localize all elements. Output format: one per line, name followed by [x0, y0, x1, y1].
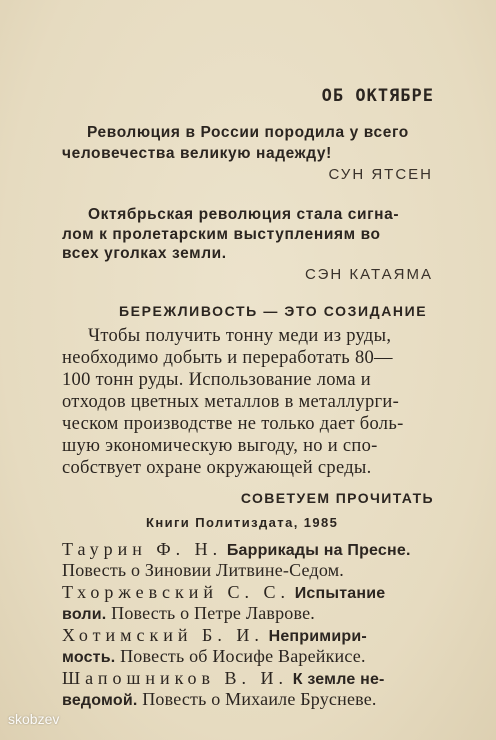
book-subtitle: Повесть об Иосифе Варейкисе. [120, 646, 366, 666]
book-title: Испытание [294, 585, 386, 602]
book-entry-line [62, 646, 366, 667]
quote-line: Революция в России породила у всего [87, 124, 409, 141]
paragraph-line: необходимо добыть и переработать 80— [62, 348, 393, 368]
book-title-cont: ведомой. [62, 692, 138, 709]
quote-line: всех уголках земли. [62, 245, 227, 262]
book-entry-line [62, 582, 385, 603]
paragraph-line: шую экономическую выгоду, но и спо- [62, 436, 378, 456]
publisher-subtitle: Книги Политиздата, 1985 [146, 515, 339, 530]
book-entry-line [62, 603, 315, 624]
book-title: Непримири- [268, 628, 367, 645]
quote-line: Октябрьская революция стала сигна- [88, 206, 400, 223]
book-entry-line [62, 689, 377, 710]
paragraph-line: отходов цветных металлов в металлурги- [62, 392, 400, 412]
watermark-text: skobzev [8, 711, 60, 727]
book-title-cont: воли. [62, 606, 107, 623]
book-author: Тхоржевский С. С. [62, 582, 291, 602]
book-entry-line: Повесть о Зиновии Литвине-Седом. [62, 560, 344, 580]
book-title: Баррикады на Пресне. [226, 542, 411, 559]
book-subtitle: Повесть о Михаиле Брусневе. [142, 689, 377, 709]
section-title-thrift: БЕРЕЖЛИВОСТЬ — ЭТО СОЗИДАНИЕ [119, 303, 428, 319]
book-subtitle: Повесть о Петре Лаврове. [111, 603, 315, 623]
book-title-cont: мость. [62, 649, 116, 666]
section-title-october: ОБ ОКТЯБРЕ [321, 86, 434, 106]
paragraph-line: ческом производстве не только дает боль- [62, 414, 404, 434]
book-title: К земле не- [292, 671, 385, 688]
book-author: Шапошников В. И. [62, 668, 289, 688]
paragraph-line: собствует охране окружающей среды. [62, 458, 372, 478]
book-entry-line [62, 625, 367, 646]
quote-line: человечества великую надежду! [62, 145, 332, 162]
book-entry-line [62, 668, 385, 689]
book-author: Таурин Ф. Н. [62, 539, 223, 559]
quote-author: СУН ЯТСЕН [328, 166, 433, 183]
paragraph-line: 100 тонн руды. Использование лома и [62, 370, 371, 390]
paragraph-line: Чтобы получить тонну меди из руды, [88, 326, 392, 346]
quote-author: СЭН КАТАЯМА [304, 266, 433, 283]
book-entry-line [62, 539, 411, 560]
quote-line: лом к пролетарским выступлениям во [62, 226, 381, 243]
section-title-recommend: СОВЕТУЕМ ПРОЧИТАТЬ [240, 490, 434, 506]
book-author: Хотимский Б. И. [62, 625, 264, 645]
